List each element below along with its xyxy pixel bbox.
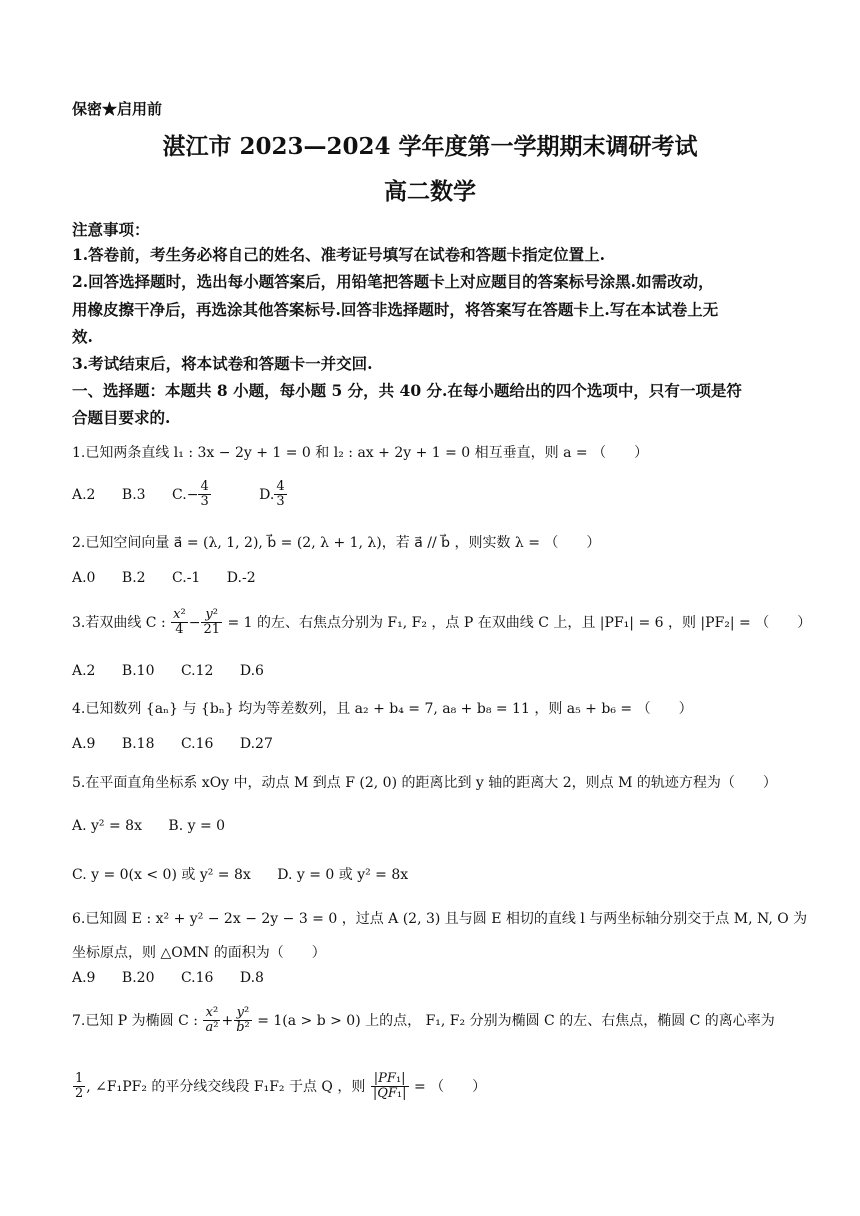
note-2-line2: 用橡皮擦干净后，再选涂其他答案标号.回答非选择题时，将答案写在答题卡上.写在本试卷上无: [72, 300, 719, 319]
option-b: B.20: [121, 970, 155, 986]
option-c: C.12: [180, 663, 214, 679]
option-a: A.9: [72, 736, 96, 752]
question-3-options: [72, 663, 800, 679]
question-6-line2: 坐标原点，则 △OMN 的面积为（ ）: [72, 945, 326, 961]
option-d: D.6: [239, 663, 264, 679]
option-a: A. y² = 8x: [72, 818, 142, 834]
option-c: C. y = 0(x < 0) 或 y² = 8x: [72, 867, 251, 883]
exam-title: 湛江市 2023—2024 学年度第一学期期末调研考试: [162, 133, 698, 160]
section-heading-line2: 合题目要求的.: [72, 408, 171, 427]
option-b: B.3: [121, 486, 146, 503]
question-4-options: [72, 736, 800, 752]
question-2: 2.已知空间向量 a⃗ = (λ, 1, 2), b⃗ = (2, λ + 1, λ)，若 a⃗ // b⃗ ，则实数 λ = （ ）: [72, 535, 601, 551]
option-b: B.10: [121, 663, 155, 679]
question-6-line1: 6.已知圆 E : x² + y² − 2x − 2y − 3 = 0 ，过点 A (2, 3) 且与圆 E 相切的直线 l 与两坐标轴分别交于点 M, N, O 为: [72, 911, 808, 927]
option-d: D. $\frac{4}{3}$: [259, 479, 285, 510]
notes-heading: 注意事项：: [72, 220, 150, 239]
option-a: A.2: [72, 663, 96, 679]
option-c: C.16: [180, 970, 214, 986]
option-d: D.27: [239, 736, 273, 752]
question-5-options-ab: [72, 818, 800, 834]
question-5: 5.在平面直角坐标系 xOy 中，动点 M 到点 F (2, 0) 的距离比到 y 轴的距离大 2，则点 M 的轨迹方程为（ ）: [72, 775, 777, 791]
secret-mark: 保密★启用前: [72, 100, 163, 118]
note-2-line1: 2.回答选择题时，选出每小题答案后，用铅笔把答题卡上对应题目的答案标号涂黑.如需改动，: [72, 272, 714, 291]
option-b: B. y = 0: [168, 818, 226, 834]
option-c: C.-1: [172, 570, 201, 586]
question-6-options: [72, 970, 800, 986]
question-5-options-cd: [72, 864, 800, 884]
question-4: 4.已知数列 {aₙ} 与 {bₙ} 均为等差数列，且 a₂ + b₄ = 7, a₈ + b₈ = 11 ，则 a₅ + b₆ = （ ）: [72, 701, 693, 717]
option-d: D.-2: [226, 570, 256, 586]
question-7-line2: $\frac{1}{2}$ , ∠F₁PF₂ 的平分线交线段 F₁F₂ 于点 Q ，则 $\frac{\text{|PF₁|}}{\text{|QF₁|}}$ = （ ）: [75, 1071, 487, 1102]
option-a: A.0: [72, 570, 96, 586]
question-7-line1: 7.已知 P 为椭圆 C : $\frac{\text{x²}}{\text{a²}}$ + $\frac{\text{y²}}{\text{b²}}$ = 1(a > b > 0) 上的点， F₁, F₂ 分别为椭圆 C 的左、右焦点，椭圆 C 的离心率为: [72, 1005, 775, 1036]
option-c: C.− $\frac{4}{3}$: [172, 479, 209, 510]
question-1: 1.已知两条直线 l₁ : 3x − 2y + 1 = 0 和 l₂ : ax + 2y + 1 = 0 相互垂直，则 a = （ ）: [72, 445, 649, 461]
option-a: A.9: [72, 970, 96, 986]
question-3: 3.若双曲线 C : $\frac{\text{x²}}{4}$ − $\frac{\text{y²}}{21}$ = 1 的左、右焦点分别为 F₁, F₂ ，点 P 在双曲线 C 上，且 |PF₁| = 6 ，则 |PF₂| = （ ）: [72, 607, 812, 638]
question-2-options: [72, 570, 800, 586]
option-b: B.2: [121, 570, 146, 586]
question-1-options: [72, 480, 800, 510]
section-heading-line1: 一、选择题：本题共 8 小题，每小题 5 分，共 40 分.在每小题给出的四个选项中，只有一项是符: [72, 381, 742, 400]
option-c: C.16: [180, 736, 214, 752]
note-2-line3: 效.: [72, 327, 93, 346]
option-d: D.8: [239, 970, 264, 986]
option-a: A.2: [72, 486, 96, 503]
option-b: B.18: [121, 736, 155, 752]
option-d: D. y = 0 或 y² = 8x: [277, 867, 409, 883]
note-1: 1.答卷前，考生务必将自己的姓名、准考证号填写在试卷和答题卡指定位置上.: [72, 245, 606, 264]
subject-title: 高二数学: [384, 178, 476, 205]
note-3: 3.考试结束后，将本试卷和答题卡一并交回.: [72, 354, 373, 373]
